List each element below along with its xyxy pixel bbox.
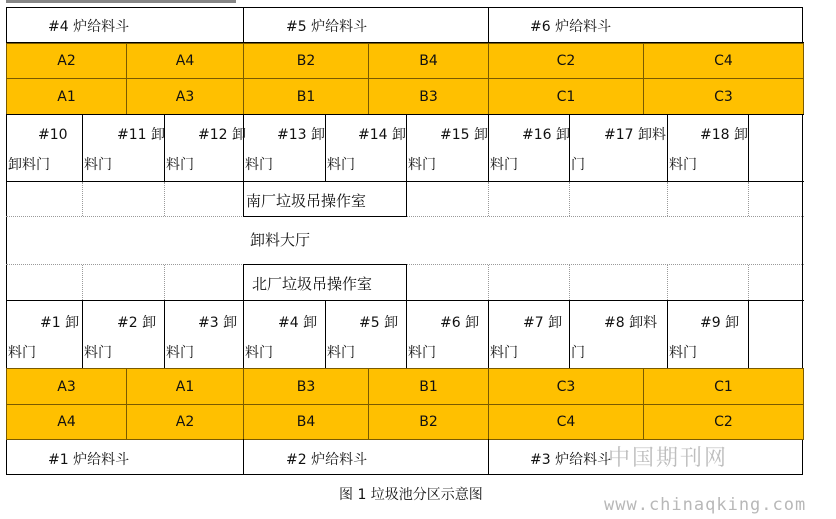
south-room-label: 南厂垃圾吊操作室 [246, 192, 367, 210]
door-label: #13 卸 [277, 127, 325, 143]
bin: A4 [126, 43, 244, 79]
hopper-bottom-1: #1 炉给料斗 [48, 452, 130, 468]
bin: B1 [243, 78, 369, 115]
bin: A2 [126, 404, 244, 440]
bin: C3 [488, 368, 644, 405]
door-label: 料门 [327, 345, 355, 361]
door-label: 卸料门 [8, 157, 50, 173]
watermark-cn: 中国期刊网 [608, 446, 729, 471]
bin: B1 [368, 368, 489, 405]
bin: A1 [126, 368, 244, 405]
unloading-hall-label: 卸料大厅 [250, 231, 311, 249]
door-label: #5 卸 [359, 315, 399, 331]
bin: C1 [488, 78, 644, 115]
hopper-top-6: #6 炉给料斗 [530, 19, 612, 35]
door-label: #16 卸 [522, 127, 570, 143]
door-label: 料门 [490, 157, 518, 173]
door-label: 料门 [166, 345, 194, 361]
door-label: #7 卸 [523, 315, 563, 331]
header-fragment [6, 0, 236, 6]
door-label: 料门 [166, 157, 194, 173]
door-label: 料门 [245, 345, 273, 361]
bin: B3 [243, 368, 369, 405]
door-label: #15 卸 [440, 127, 488, 143]
bin: B4 [243, 404, 369, 440]
figure-caption: 图 1 垃圾池分区示意图 [339, 487, 483, 503]
door-label: #4 卸 [278, 315, 318, 331]
door-label: #2 卸 [117, 315, 157, 331]
door-label: 料门 [490, 345, 518, 361]
bin: A4 [6, 404, 127, 440]
bin: A1 [6, 78, 127, 115]
door-label: #10 [38, 127, 68, 143]
door-label: 料门 [84, 345, 112, 361]
door-label: #17 卸料 [604, 127, 666, 143]
bin: C1 [643, 368, 804, 405]
bin: A2 [6, 43, 127, 79]
door-label: 料门 [669, 345, 697, 361]
door-label: #3 卸 [198, 315, 238, 331]
door-label: #14 卸 [358, 127, 406, 143]
bin: A3 [6, 368, 127, 405]
bin: C3 [643, 78, 804, 115]
bin: B4 [368, 43, 489, 79]
door-label: 料门 [8, 345, 36, 361]
bin: B2 [368, 404, 489, 440]
door-label: #12 卸 [198, 127, 246, 143]
bin: C4 [643, 43, 804, 79]
bin: C2 [488, 43, 644, 79]
bin: B2 [243, 43, 369, 79]
hopper-top-4: #4 炉给料斗 [48, 19, 130, 35]
door-label: 料门 [327, 157, 355, 173]
hopper-top-5: #5 炉给料斗 [286, 19, 368, 35]
bin: B3 [368, 78, 489, 115]
door-label: 料门 [84, 157, 112, 173]
door-label: 料门 [408, 157, 436, 173]
hopper-bottom-3: #3 炉给料斗 [530, 452, 612, 468]
watermark-url: www.chinaqking.com [604, 495, 807, 515]
door-label: 门 [571, 345, 585, 361]
bin: C2 [643, 404, 804, 440]
north-room-label: 北厂垃圾吊操作室 [252, 275, 373, 293]
bin: A3 [126, 78, 244, 115]
bin: C4 [488, 404, 644, 440]
door-label: #8 卸料 [604, 315, 658, 331]
door-label: 料门 [408, 345, 436, 361]
door-label: #9 卸 [700, 315, 740, 331]
door-label: #1 卸 [40, 315, 80, 331]
door-label: 料门 [245, 157, 273, 173]
door-label: #11 卸 [117, 127, 165, 143]
door-label: #6 卸 [440, 315, 480, 331]
door-label: 料门 [669, 157, 697, 173]
door-label: 门 [571, 157, 585, 173]
door-label: #18 卸 [700, 127, 748, 143]
hopper-bottom-2: #2 炉给料斗 [286, 452, 368, 468]
